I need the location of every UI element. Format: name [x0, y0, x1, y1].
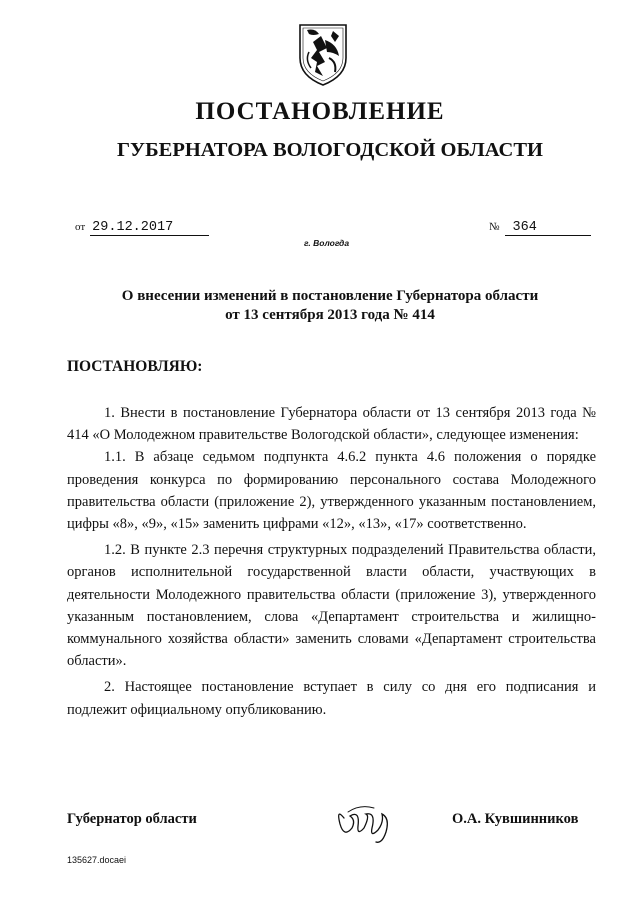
number-label: № [489, 221, 500, 233]
number-field [489, 219, 591, 236]
vologda-coat-of-arms-icon [297, 22, 349, 88]
date-value: 29.12.2017 [90, 220, 209, 236]
handwritten-signature-icon [330, 798, 400, 846]
document-body [67, 402, 596, 725]
city-label: г. Вологда [304, 238, 350, 248]
file-name: 135627.docaei [67, 855, 127, 865]
document-subtitle: ГУБЕРНАТОРА ВОЛОГОДСКОЙ ОБЛАСТИ [117, 139, 543, 161]
paragraph-1-1: 1.1. В абзаце седьмом подпункта 4.6.2 пункта 4.6 положения о порядке проведения конкурса по формированию персонального состава Молодежного правительства области (приложение 2), утвержденного указанным постановлением, цифры «8», «9», «15» заменить цифрами «12», «13», «17» соответственно. [67, 449, 596, 533]
subject-line-1: О внесении изменений в постановление Губернатора области [121, 288, 539, 304]
date-field [75, 219, 209, 236]
document-subject [80, 287, 580, 325]
document-title: ПОСТАНОВЛЕНИЕ [195, 98, 445, 125]
decree-word: ПОСТАНОВЛЯЮ: [67, 358, 203, 375]
subject-line-2: от 13 сентября 2013 года № 414 [225, 307, 435, 323]
date-label: от [75, 221, 86, 233]
paragraph-1: 1. Внести в постановление Губернатора области от 13 сентября 2013 года № 414 «О Молодежном правительстве Вологодской области», следующее изменения: [67, 405, 596, 444]
paragraph-1-2: 1.2. В пункте 2.3 перечня структурных подразделений Правительства области, органов исполнительной государственной власти области, участвующих в деятельности Молодежного правительства области (приложение 3), утвержденного указанным постановлением, слова «Департамент строительства и жилищно-коммунального хозяйства области» заменить словами «Департамент строительства области». [67, 542, 596, 670]
number-value: 364 [505, 220, 591, 236]
paragraph-2: 2. Настоящее постановление вступает в силу со дня его подписания и подлежит официальному опубликованию. [67, 679, 596, 718]
signatory-position: Губернатор области [67, 811, 197, 827]
signatory-name: О.А. Кувшинников [452, 811, 579, 827]
